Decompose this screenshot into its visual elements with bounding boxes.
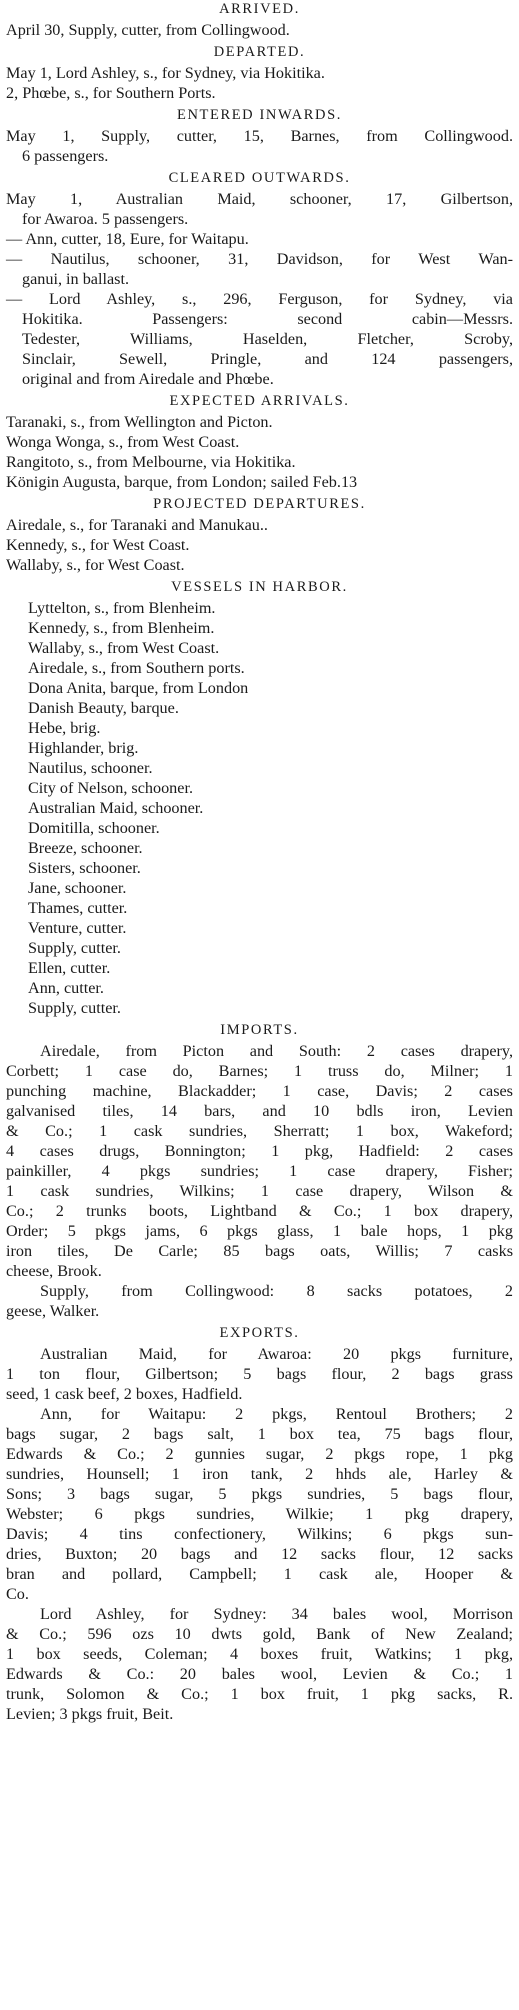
entry-line: Airedale, s., for Taranaki and Manukau.. (6, 516, 268, 534)
exports-paragraph (6, 1404, 513, 1604)
shipping-entry (6, 289, 513, 389)
shipping-sections (6, 0, 513, 575)
vessel-item: Domitilla, schooner. (28, 819, 160, 837)
paragraph-line: dries, Buxton; 20 bags and 12 sacks flour, 12 sacks (6, 1545, 513, 1563)
paragraph-line: Airedale, from Picton and South: 2 cases drapery, (40, 1042, 513, 1060)
shipping-entry (6, 515, 513, 535)
shipping-entry (6, 20, 513, 40)
paragraph-line: Davis; 4 tins confectionery, Wilkins; 6 pkgs sun- (6, 1525, 513, 1543)
paragraph-line: 4 cases drugs, Bonnington; 1 pkg, Hadfield: 2 cases (6, 1142, 513, 1160)
exports-paragraphs (6, 1344, 513, 1724)
paragraph-line: & Co.; 596 ozs 10 dwts gold, Bank of New Zealand; (6, 1625, 513, 1643)
vessel-item: Ann, cutter. (28, 979, 104, 997)
vessel-item: Highlander, brig. (28, 739, 139, 757)
entry-line: Rangitoto, s., from Melbourne, via Hokitika. (6, 453, 296, 471)
shipping-entry (6, 229, 513, 249)
entry-line: April 30, Supply, cutter, from Collingwood. (6, 21, 290, 39)
paragraph-line: bran and pollard, Campbell; 1 cask ale, Hooper & (6, 1565, 513, 1583)
vessel-item: Dona Anita, barque, from London (28, 679, 249, 697)
entry-line: Königin Augusta, barque, from London; sailed Feb.13 (6, 473, 358, 491)
vessel-item: Breeze, schooner. (28, 839, 143, 857)
exports-paragraph (6, 1344, 513, 1404)
paragraph-line: & Co.; 1 cask sundries, Sherratt; 1 box, Wakeford; (6, 1122, 513, 1140)
section-heading: ARRIVED. (219, 1, 300, 17)
shipping-entry (6, 412, 513, 432)
section-heading: CLEARED OUTWARDS. (168, 170, 351, 186)
vessel-item: Thames, cutter. (28, 899, 128, 917)
entry-line: — Ann, cutter, 18, Eure, for Waitapu. (6, 230, 249, 248)
paragraph-line: painkiller, 4 pkgs sundries; 1 case drapery, Fisher; (6, 1162, 513, 1180)
entry-line: Sinclair, Sewell, Pringle, and 124 passengers, (22, 350, 513, 368)
paragraph-line: cheese, Brook. (6, 1262, 102, 1280)
entry-line: May 1, Australian Maid, schooner, 17, Gilbertson, (6, 190, 513, 208)
entry-line: 6 passengers. (22, 147, 109, 165)
vessel-item: Ellen, cutter. (28, 959, 111, 977)
paragraph-line: geese, Walker. (6, 1302, 100, 1320)
paragraph-line: Webster; 6 pkgs sundries, Wilkie; 1 pkg drapery, (6, 1505, 513, 1523)
shipping-entry (6, 189, 513, 229)
vessel-item: Jane, schooner. (28, 879, 127, 897)
vessel-item: Australian Maid, schooner. (28, 799, 204, 817)
paragraph-line: trunk, Solomon & Co.; 1 box fruit, 1 pkg sacks, R. (6, 1685, 513, 1703)
paragraph-line: Edwards & Co.: 20 bales wool, Levien & Co.; 1 (6, 1665, 513, 1683)
vessels-list (6, 598, 513, 1018)
shipping-entry (6, 472, 513, 492)
vessel-item: City of Nelson, schooner. (28, 779, 194, 797)
entry-line: May 1, Supply, cutter, 15, Barnes, from Collingwood. (6, 127, 513, 145)
vessels-heading: VESSELS IN HARBOR. (171, 579, 348, 595)
shipping-entry (6, 63, 513, 83)
section-heading: PROJECTED DEPARTURES. (153, 496, 366, 512)
vessel-item: Supply, cutter. (28, 999, 121, 1017)
paragraph-line: punching machine, Blackadder; 1 case, Davis; 2 cases (6, 1082, 513, 1100)
entry-line: — Nautilus, schooner, 31, Davidson, for West Wan- (6, 250, 513, 268)
entry-line: — Lord Ashley, s., 296, Ferguson, for Sydney, via (6, 290, 513, 308)
paragraph-line: sundries, Hounsell; 1 iron tank, 2 hhds ale, Harley & (6, 1465, 513, 1483)
vessel-item: Danish Beauty, barque. (28, 699, 179, 717)
shipping-entry (6, 83, 513, 103)
shipping-entry (6, 555, 513, 575)
paragraph-line: Co. (6, 1585, 29, 1603)
vessel-item: Sisters, schooner. (28, 859, 141, 877)
paragraph-line: Edwards & Co.; 2 gunnies sugar, 2 pkgs rope, 1 pkg (6, 1445, 513, 1463)
exports-paragraph (6, 1604, 513, 1724)
imports-paragraph (6, 1041, 513, 1281)
exports-heading: EXPORTS. (219, 1325, 300, 1341)
vessel-item: Kennedy, s., from Blenheim. (28, 619, 215, 637)
entry-line: May 1, Lord Ashley, s., for Sydney, via Hokitika. (6, 64, 325, 82)
vessel-item: Wallaby, s., from West Coast. (28, 639, 220, 657)
entry-line: Hokitika. Passengers: second cabin—Messrs. (22, 310, 513, 328)
paragraph-line: iron tiles, De Carle; 85 bags oats, Willis; 7 casks (6, 1242, 513, 1260)
vessel-item: Lyttelton, s., from Blenheim. (28, 599, 216, 617)
section-heading: DEPARTED. (213, 44, 306, 60)
vessel-item: Airedale, s., from Southern ports. (28, 659, 245, 677)
paragraph-line: Ann, for Waitapu: 2 pkgs, Rentoul Brothers; 2 (40, 1405, 513, 1423)
paragraph-line: 1 ton flour, Gilbertson; 5 bags flour, 2 bags grass (6, 1365, 513, 1383)
vessel-item: Venture, cutter. (28, 919, 127, 937)
vessel-item: Supply, cutter. (28, 939, 121, 957)
paragraph-line: Sons; 3 bags sugar, 5 pkgs sundries, 5 bags flour, (6, 1485, 513, 1503)
entry-line: Tedester, Williams, Haselden, Fletcher, Scroby, (22, 330, 513, 348)
entry-line: Kennedy, s., for West Coast. (6, 536, 190, 554)
entry-line: original and from Airedale and Phœbe. (22, 370, 274, 388)
entry-line: Wallaby, s., for West Coast. (6, 556, 185, 574)
paragraph-line: seed, 1 cask beef, 2 boxes, Hadfield. (6, 1385, 243, 1403)
paragraph-line: Levien; 3 pkgs fruit, Beit. (6, 1705, 174, 1723)
paragraph-line: bags sugar, 2 bags salt, 1 box tea, 75 bags flour, (6, 1425, 513, 1443)
entry-line: ganui, in ballast. (22, 270, 129, 288)
paragraph-line: galvanised tiles, 14 bars, and 10 bdls iron, Levien (6, 1102, 513, 1120)
shipping-entry (6, 432, 513, 452)
entry-line: 2, Phœbe, s., for Southern Ports. (6, 84, 216, 102)
imports-paragraphs (6, 1041, 513, 1321)
shipping-entry (6, 249, 513, 289)
entry-line: Taranaki, s., from Wellington and Picton. (6, 413, 273, 431)
paragraph-line: Supply, from Collingwood: 8 sacks potatoes, 2 (40, 1282, 513, 1300)
paragraph-line: 1 box seeds, Coleman; 4 boxes fruit, Watkins; 1 pkg, (6, 1645, 513, 1663)
shipping-entry (6, 535, 513, 555)
shipping-entry (6, 452, 513, 472)
shipping-entry (6, 126, 513, 166)
paragraph-line: Co.; 2 trunks boots, Lightband & Co.; 1 box drapery, (6, 1202, 513, 1220)
paragraph-line: Corbett; 1 case do, Barnes; 1 truss do, Milner; 1 (6, 1062, 513, 1080)
paragraph-line: Order; 5 pkgs jams, 6 pkgs glass, 1 bale hops, 1 pkg (6, 1222, 513, 1240)
imports-heading: IMPORTS. (220, 1022, 299, 1038)
section-heading: EXPECTED ARRIVALS. (169, 393, 350, 409)
paragraph-line: Lord Ashley, for Sydney: 34 bales wool, Morrison (40, 1605, 513, 1623)
entry-line: for Awaroa. 5 passengers. (22, 210, 189, 228)
entry-line: Wonga Wonga, s., from West Coast. (6, 433, 240, 451)
imports-paragraph (6, 1281, 513, 1321)
section-heading: ENTERED INWARDS. (177, 107, 342, 123)
vessel-item: Nautilus, schooner. (28, 759, 153, 777)
paragraph-line: 1 cask sundries, Wilkins; 1 case drapery, Wilson & (6, 1182, 513, 1200)
vessel-item: Hebe, brig. (28, 719, 101, 737)
paragraph-line: Australian Maid, for Awaroa: 20 pkgs furniture, (40, 1345, 513, 1363)
